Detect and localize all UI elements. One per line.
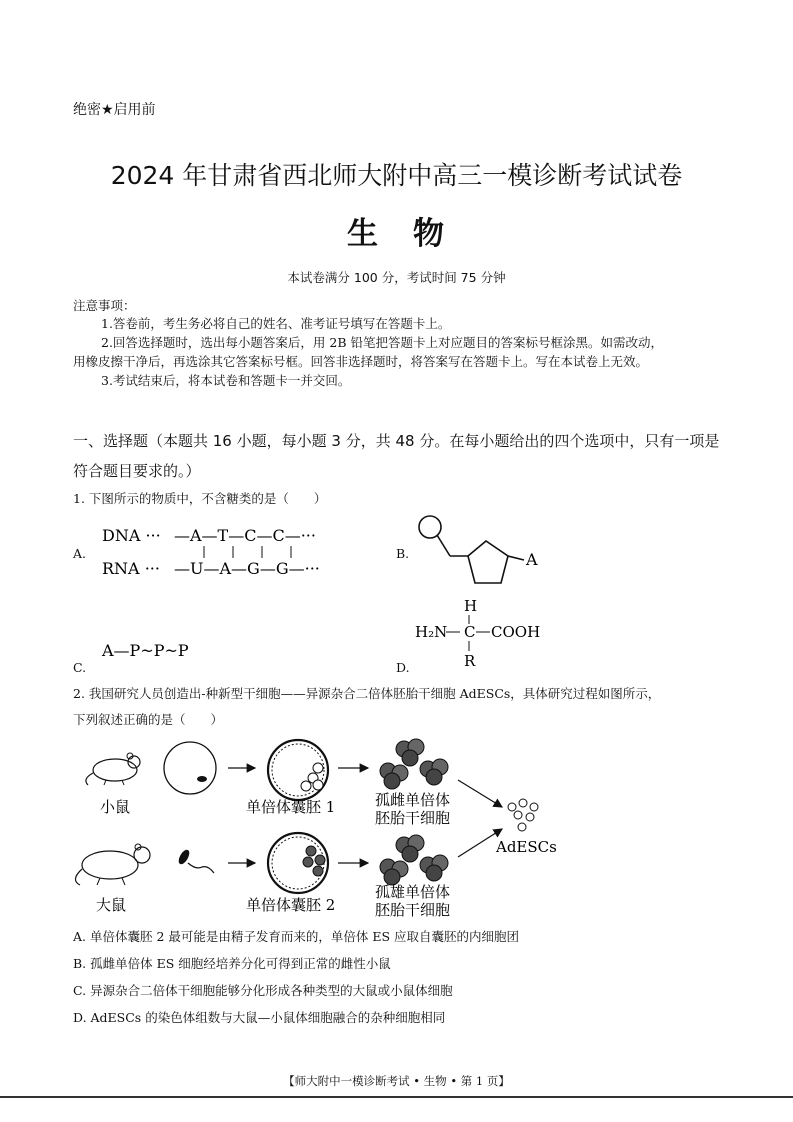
note-item: 3.考试结束后，将本试卷和答题卡一并交回。 (101, 373, 351, 388)
adescs-label: AdESCs (496, 838, 557, 856)
dna-rna-figure (100, 522, 360, 582)
sugar-ring-figure (412, 512, 552, 594)
aa-h: H (464, 597, 478, 615)
q2-option-a: A. 单倍体囊胚 2 最可能是由精子发育而来的，单倍体 ES 应取自囊胚的内细胞团 (73, 929, 520, 944)
notes-heading: 注意事项： (73, 298, 136, 313)
male-es-cells (380, 835, 448, 885)
blastocyst-2-label: 单倍体囊胚 2 (246, 896, 336, 914)
dna-chain: —A—T—C—C—··· (174, 526, 316, 545)
female-es-cells (380, 739, 448, 789)
footer-divider (0, 1096, 793, 1098)
q2-option-c: C. 异源杂合二倍体干细胞能够分化形成各种类型的大鼠或小鼠体细胞 (73, 983, 453, 998)
q2-option-b: B. 孤雌单倍体 ES 细胞经培养分化可得到正常的雌性小鼠 (73, 956, 391, 971)
note-item: 用橡皮擦干净后，再选涂其它答案标号框。回答非选择题时，将答案写在答题卡上。写在本试卷上无效。 (73, 354, 649, 369)
rna-label: RNA ··· (102, 559, 160, 578)
dna-label: DNA ··· (102, 526, 161, 545)
stem-cell-diagram (70, 735, 630, 920)
question-1-stem: 1. 下图所示的物质中，不含糖类的是（ ） (73, 491, 327, 506)
q1-option-b-label: B. (396, 546, 410, 561)
female-es-label-line2: 胚胎干细胞 (375, 809, 451, 827)
male-es-label-line1: 孤雄单倍体 (375, 883, 451, 901)
aa-carboxyl: COOH (491, 623, 541, 641)
amino-acid-figure (412, 595, 552, 673)
subject-title: 生 物 (347, 216, 446, 252)
rat-illustration (75, 844, 150, 885)
q1-option-c-label: C. (73, 660, 87, 675)
pentagon-ring (468, 541, 508, 583)
q1-option-d-label: D. (396, 660, 410, 675)
female-es-label-line1: 孤雌单倍体 (375, 791, 451, 809)
question-2-stem-cont: 下列叙述正确的是（ ） (73, 712, 224, 727)
question-2-stem: 2. 我国研究人员创造出-种新型干细胞——异源杂合二倍体胚胎干细胞 AdESCs，具体研究过程如图所示， (73, 686, 661, 701)
aa-r-group: R (464, 652, 476, 670)
atp-formula: A—P~P~P (102, 641, 189, 660)
oocyte-circle (164, 742, 216, 794)
rna-chain: —U—A—G—G—··· (174, 559, 320, 578)
aa-carbon: C (464, 623, 476, 641)
note-item: 1.答卷前，考生务必将自己的姓名、准考证号填写在答题卡上。 (101, 316, 451, 331)
mouse-label: 小鼠 (100, 798, 131, 816)
confidential-mark: 绝密★启用前 (73, 102, 156, 118)
exam-meta: 本试卷满分 100 分，考试时间 75 分钟 (287, 270, 506, 285)
q1-option-a-label: A. (73, 546, 87, 561)
adescs-cells (508, 799, 538, 831)
sperm-illustration (177, 848, 214, 873)
aa-amino: H₂N (415, 623, 448, 641)
male-es-label-line2: 胚胎干细胞 (375, 901, 451, 919)
atp-figure (100, 638, 220, 664)
blastocyst-1-label: 单倍体囊胚 1 (246, 798, 336, 816)
q2-option-d: D. AdESCs 的染色体组数与大鼠—小鼠体细胞融合的杂种细胞相同 (73, 1010, 446, 1025)
base-label: A (526, 550, 538, 569)
exam-title: 2024 年甘肃省西北师大附中高三一模诊断考试试卷 (110, 161, 683, 190)
rat-label: 大鼠 (96, 896, 127, 914)
page-footer: 【师大附中一模诊断考试 • 生物 • 第 1 页】 (283, 1074, 510, 1088)
note-item: 2.回答选择题时，选出每小题答案后，用 2B 铅笔把答题卡上对应题目的答案标号框涂黑。如需改动， (101, 335, 664, 350)
section-heading: 一、选择题（本题共 16 小题，每小题 3 分，共 48 分。在每小题给出的四个选项中，只有一项是符合题目要求的。） (73, 432, 720, 480)
oocyte-nucleus (197, 776, 207, 782)
mouse-illustration (86, 753, 140, 785)
